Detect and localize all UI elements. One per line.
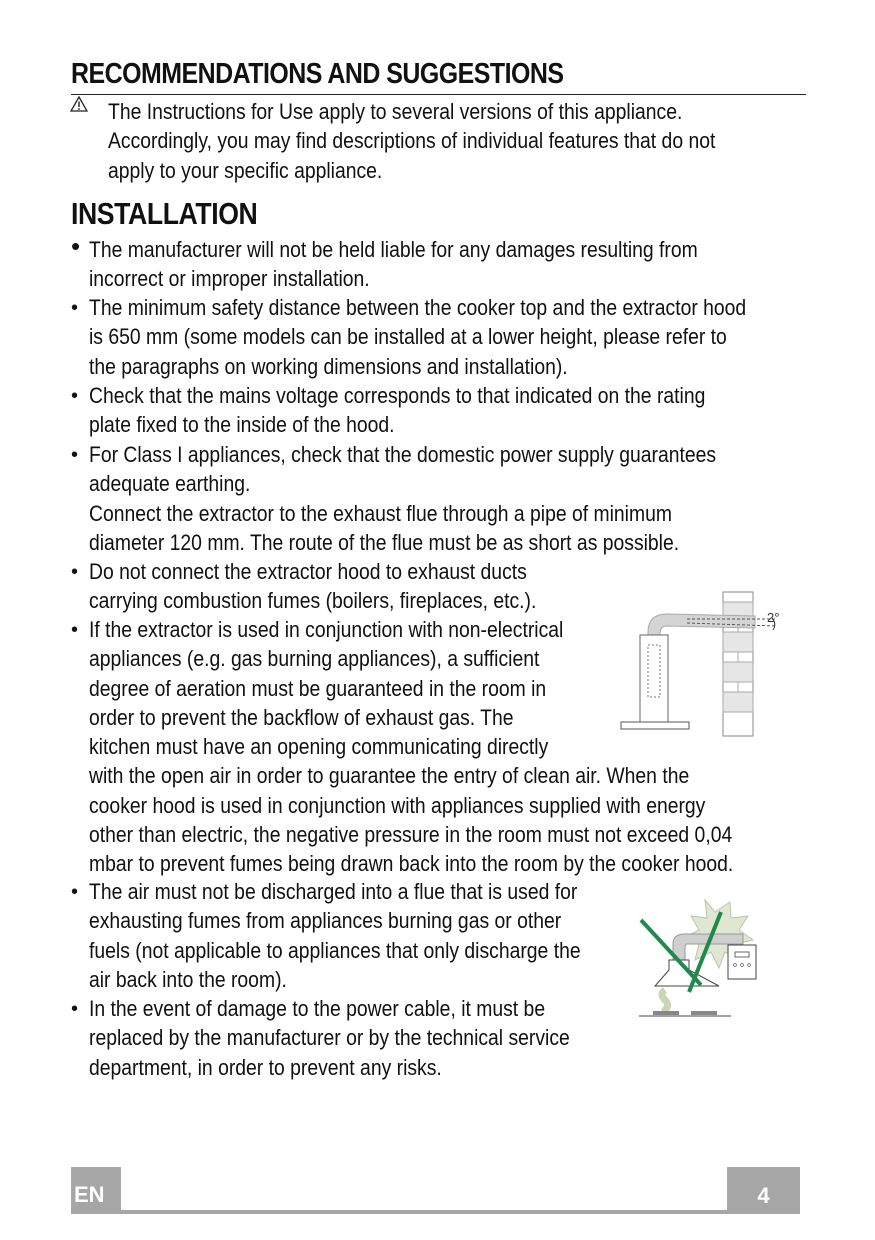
list-item: The minimum safety distance between the cooker top and the extractor hood is 650 mm (some models can be installed at a lower height, please refer to the paragraphs on working dimensions and installation). (89, 295, 747, 379)
bullet-dot-icon: • (71, 444, 79, 466)
list-item: The manufacturer will not be held liable for any damages resulting from incorrect or improper installation. (89, 237, 698, 292)
page-number: 4 (727, 1167, 800, 1214)
title-rule (71, 94, 806, 95)
language-tab: EN (71, 1167, 121, 1214)
bullet-dot-icon: • (71, 998, 79, 1020)
list-item: For Class I appliances, check that the domestic power supply guarantees adequate earthing. Connect the extractor to the exhaust flue through a pipe of minimum diameter 120 mm. The route of the flue must be as short as possible. (89, 442, 717, 555)
bullet-dot-icon: • (71, 561, 79, 583)
no-shared-flue-figure (635, 890, 765, 1022)
footer-rule (121, 1210, 727, 1214)
bullet-dot-icon: • (71, 231, 81, 261)
recommendations-title: RECOMMENDATIONS AND SUGGESTIONS (71, 58, 564, 90)
bullet-dot-icon: • (71, 385, 79, 407)
bullet-dot-icon: • (71, 619, 79, 641)
recommendation-note: The Instructions for Use apply to several versions of this appliance. Accordingly, you may find descriptions of individual features that do not apply to your specific appliance. (108, 99, 716, 183)
list-item: In the event of damage to the power cable, it must be replaced by the manufacturer or by the technical service department, in order to prevent any risks. (89, 996, 570, 1080)
duct-slope-figure (615, 590, 790, 740)
list-item: The air must not be discharged into a flue that is used for exhausting fumes from appliances burning gas or other fuels (not applicable to appliances that only discharge the air back into the room). (89, 879, 581, 992)
list-item: If the extractor is used in conjunction with non-electrical appliances (e.g. gas burning appliances), a sufficient degree of aeration must be guaranteed in the room in order to prevent the backflow of exhaust gas. The kitchen must have an opening communicating directly with the open air in order to guarantee the entry of clean air. When the cooker hood is used in conjunction with appliances supplied with energy other than electric, the negative pressure in the room must not exceed 0,04 mbar to prevent fumes being drawn back into the room by the cooker hood. (89, 617, 734, 877)
list-item: Check that the mains voltage corresponds to that indicated on the rating plate fixed to the inside of the hood. (89, 383, 706, 438)
bullet-dot-icon: • (71, 297, 79, 319)
angle-label: 2° (767, 610, 780, 625)
warning-triangle-icon (70, 96, 88, 112)
installation-title: INSTALLATION (71, 196, 258, 231)
list-item: Do not connect the extractor hood to exhaust ducts carrying combustion fumes (boilers, fireplaces, etc.). (89, 559, 537, 614)
bullet-dot-icon: • (71, 881, 79, 903)
